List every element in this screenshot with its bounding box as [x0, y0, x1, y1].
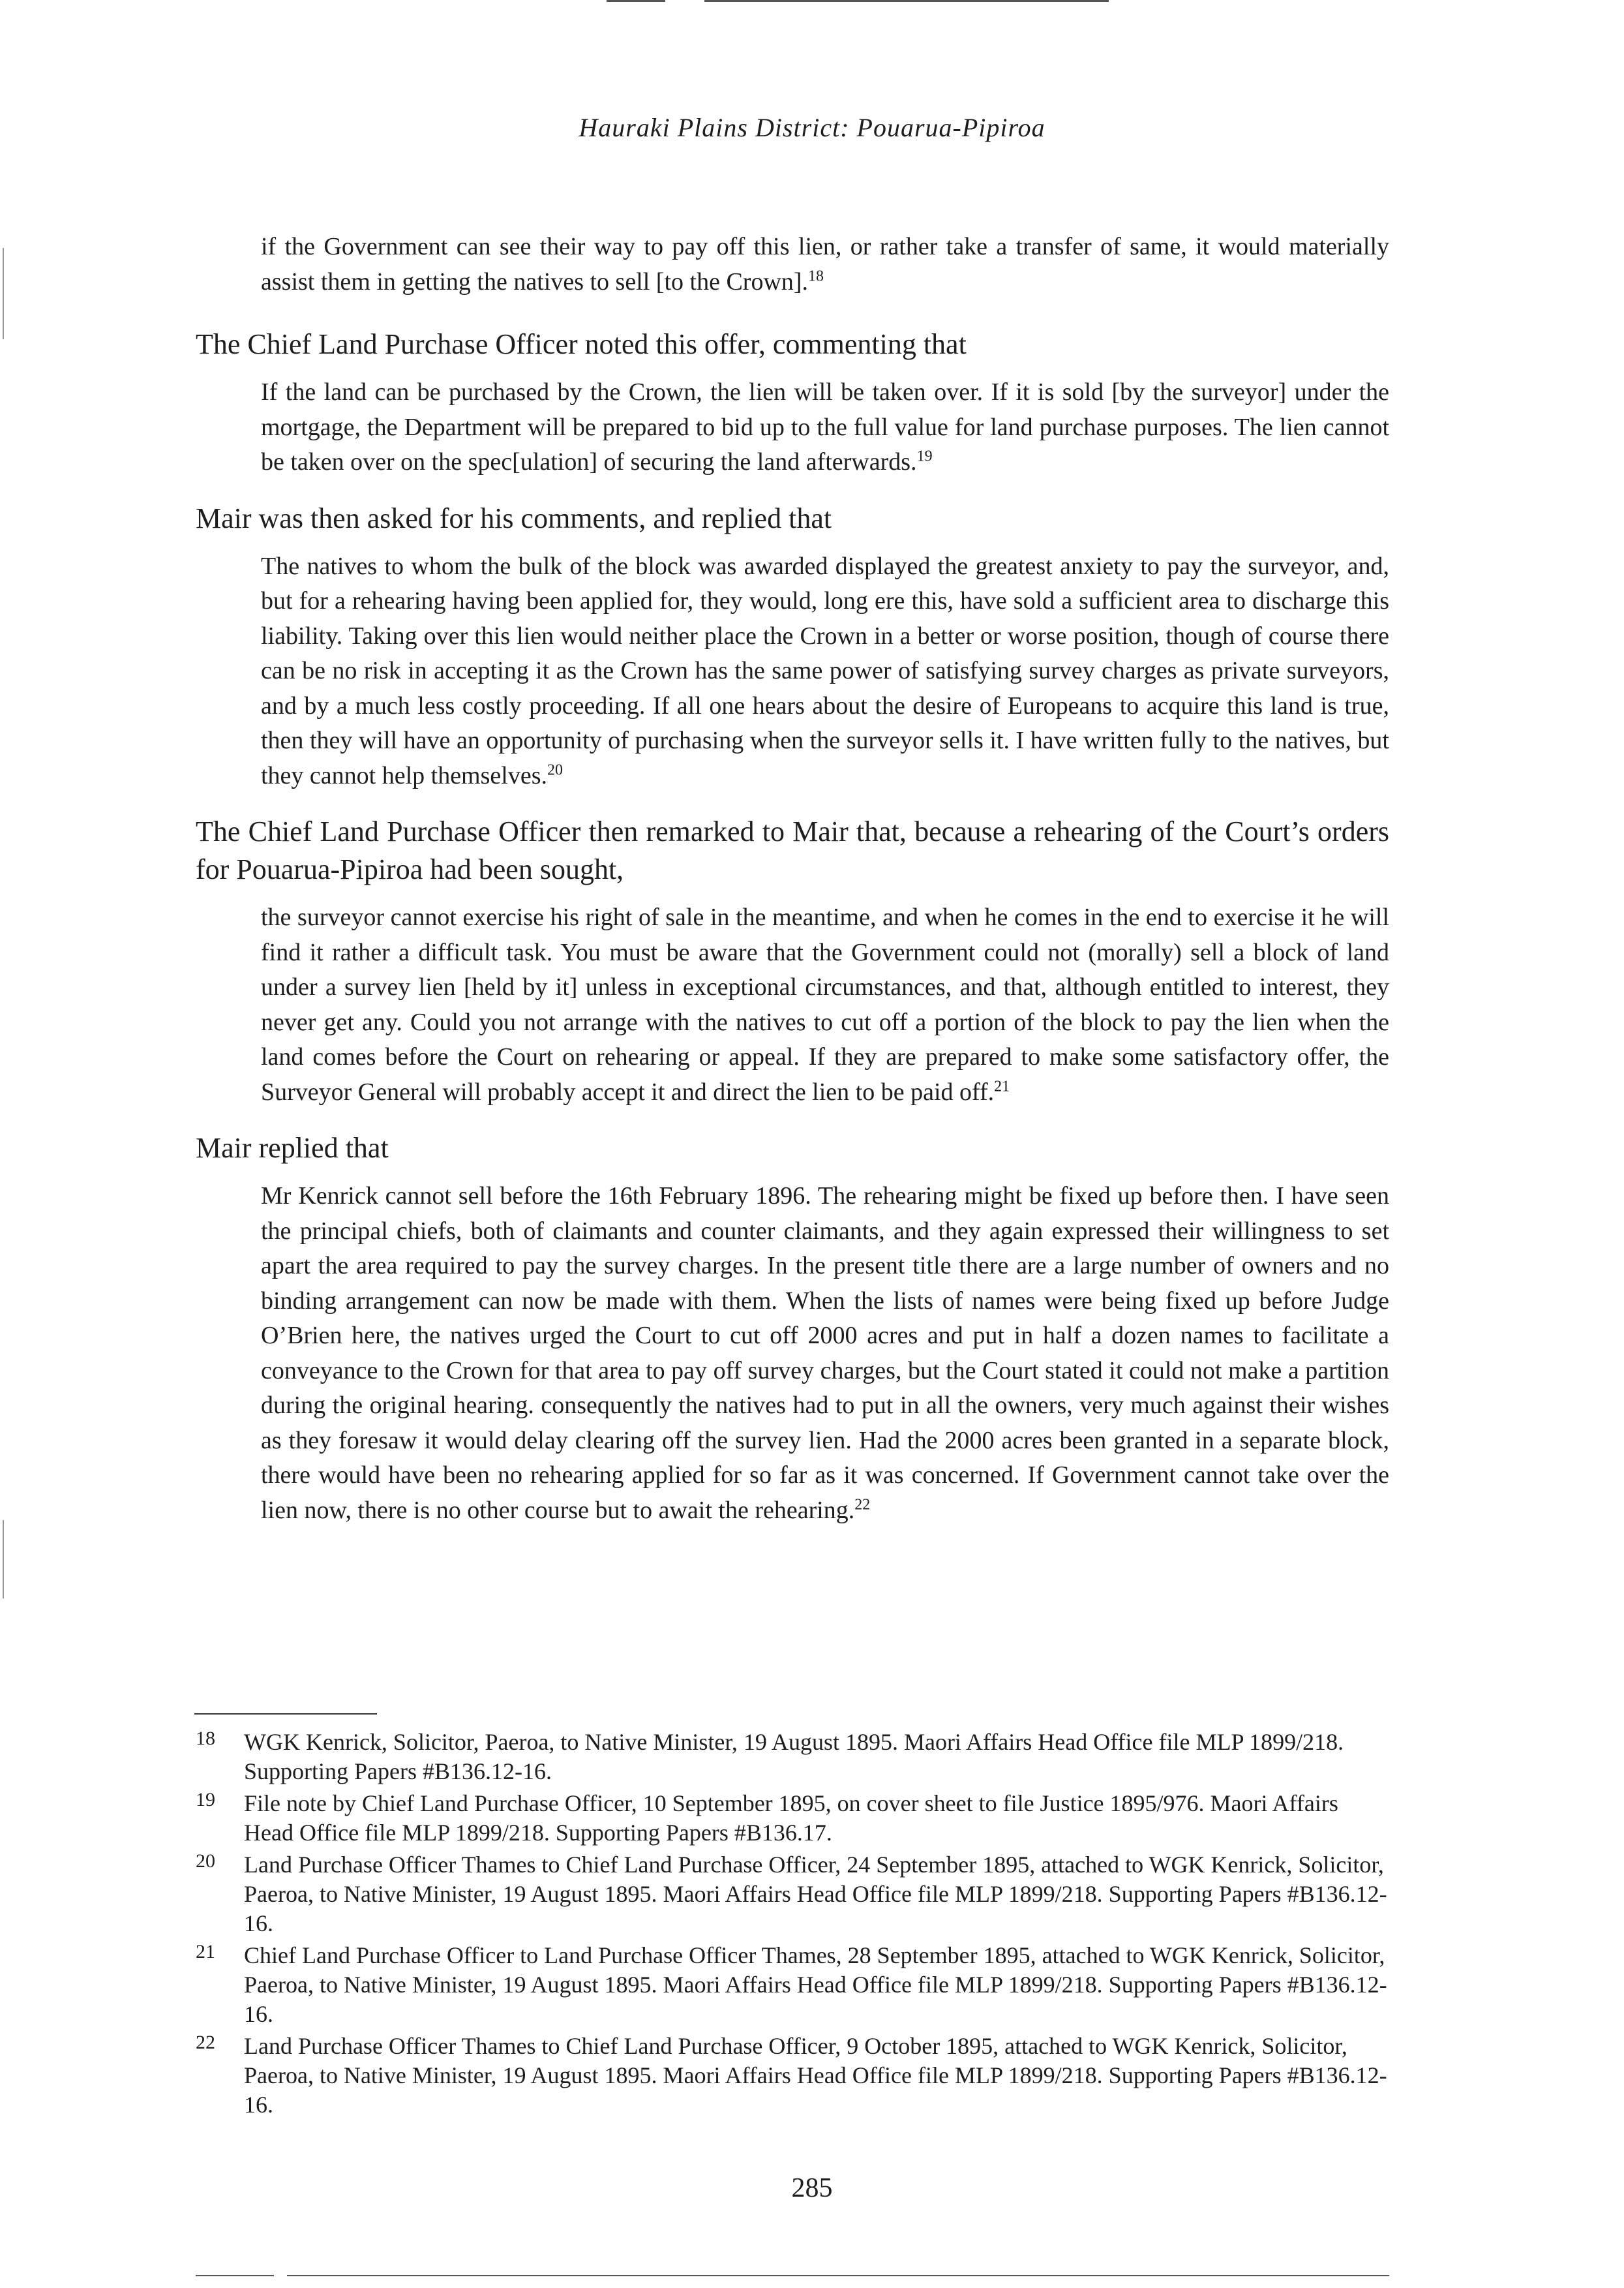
lead-paragraph-4: Mair replied that: [196, 1132, 389, 1164]
footnote-number: 20: [196, 1850, 215, 1872]
margin-mark-lower: [3, 1520, 4, 1598]
quote-text-5: Mr Kenrick cannot sell before the 16th February 1896. The rehearing might be fixed up before then. I have seen the principal chiefs, both of claimants and counter claimants, and they again expressed their willingness to set apart the area required to pay the survey charges. In the present title there are a large number of owners and no binding arrangement can now be made with them. When the lists of names were being fixed up before Judge O’Brien here, the natives urged the Court to cut off 2000 acres and put in half a dozen names to facilitate a conveyance to the Crown for that area to pay off survey charges, but the Court stated it could not make a partition during the original hearing. consequently the natives had to put in all the owners, very much against their wishes as they foresaw it would delay clearing off the survey lien. Had the 2000 acres been granted in a separate block, there would have been no rehearing applied for so far as it was concerned. If Government cannot take over the lien now, there is no other course but to await the rehearing.: [261, 1182, 1389, 1524]
margin-mark-upper: [3, 248, 4, 339]
quote-block-2: [196, 375, 1389, 480]
top-rule-left: [607, 0, 665, 2]
lead-paragraph-2: Mair was then asked for his comments, and replied that: [196, 502, 832, 534]
quote-text-2: If the land can be purchased by the Crown, the lien will be taken over. If it is sold [by the surveyor] under the mortgage, the Department will be prepared to bid up to the full value for land purchase purposes. The lien cannot be taken over on the spec[ulation] of securing the land afterwards.: [261, 378, 1389, 476]
footnote-ref-19[interactable]: 19: [916, 448, 933, 465]
bottom-rule-left: [196, 2275, 274, 2276]
footnote-18: [196, 1728, 1389, 1786]
running-head: Hauraki Plains District: Pouarua-Pipiroa: [579, 113, 1045, 142]
footnote-19: [196, 1789, 1389, 1848]
footnote-ref-21[interactable]: 21: [994, 1077, 1010, 1095]
footnote-22: [196, 2032, 1389, 2120]
page-number: 285: [791, 2173, 833, 2203]
footnote-number: 18: [196, 1728, 215, 1749]
footnote-text: Chief Land Purchase Officer to Land Purchase Officer Thames, 28 September 1895, attached to WGK Kenrick, Solicitor, Paeroa, to Native Minister, 19 August 1895. Maori Affairs Head Office file MLP 1899/218. Supporting Papers #B136.12-16.: [244, 1942, 1387, 2027]
footnote-ref-20[interactable]: 20: [547, 761, 563, 778]
footnote-20: [196, 1850, 1389, 1938]
footnote-number: 19: [196, 1789, 215, 1810]
quote-block-3: [196, 549, 1389, 794]
quote-block-4: [196, 900, 1389, 1110]
footnote-text: File note by Chief Land Purchase Officer, 10 September 1895, on cover sheet to file Justice 1895/976. Maori Affairs Head Office file MLP 1899/218. Supporting Papers #B136.17.: [244, 1790, 1338, 1846]
footnote-text: Land Purchase Officer Thames to Chief Land Purchase Officer, 9 October 1895, attached to WGK Kenrick, Solicitor, Paeroa, to Native Minister, 19 August 1895. Maori Affairs Head Office file MLP 1899/218. Supporting Papers #B136.12-16.: [244, 2033, 1387, 2118]
quote-text-4: the surveyor cannot exercise his right of sale in the meantime, and when he comes in the end to exercise it he will find it rather a difficult task. You must be aware that the Government could not (morally) sell a block of land under a survey lien [held by it] unless in exceptional circumstances, and that, although entitled to interest, they never get any. Could you not arrange with the natives to cut off a portion of the block to pay the lien when the land comes before the Court on rehearing or appeal. If they are prepared to make some satisfactory offer, the Surveyor General will probably accept it and direct the lien to be paid off.: [261, 904, 1389, 1106]
lead-paragraph-1: The Chief Land Purchase Officer noted this offer, commenting that: [196, 328, 967, 360]
footnote-number: 22: [196, 2032, 215, 2053]
quote-text-1: if the Government can see their way to pay off this lien, or rather take a transfer of same, it would materially assist them in getting the natives to sell [to the Crown].: [261, 233, 1389, 296]
footnote-ref-18[interactable]: 18: [808, 267, 824, 284]
footnote-ref-22[interactable]: 22: [854, 1495, 871, 1513]
quote-text-3: The natives to whom the bulk of the block was awarded displayed the greatest anxiety to pay the surveyor, and, but for a rehearing having been applied for, they would, long ere this, have sold a sufficient area to discharge this liability. Taking over this lien would neither place the Crown in a better or worse position, though of course there can be no risk in accepting it as the Crown has the same power of satisfying survey charges as private surveyors, and by a much less costly proceeding. If all one hears about the desire of Europeans to acquire this land is true, then they will have an opportunity of purchasing when the surveyor sells it. I have written fully to the natives, but they cannot help themselves.: [261, 552, 1389, 789]
footnote-21: [196, 1941, 1389, 2029]
footnote-text: Land Purchase Officer Thames to Chief Land Purchase Officer, 24 September 1895, attached to WGK Kenrick, Solicitor, Paeroa, to Native Minister, 19 August 1895. Maori Affairs Head Office file MLP 1899/218. Supporting Papers #B136.12-16.: [244, 1852, 1387, 1936]
footnote-text: WGK Kenrick, Solicitor, Paeroa, to Native Minister, 19 August 1895. Maori Affairs Head Office file MLP 1899/218. Supporting Papers #B136.12-16.: [244, 1729, 1344, 1784]
quote-block-1: [196, 230, 1389, 299]
body-text: [196, 230, 1389, 1528]
footnotes: [196, 1728, 1389, 2122]
lead-paragraph-3: The Chief Land Purchase Officer then remarked to Mair that, because a rehearing of the Court’s orders for Pouarua-Pipiroa had been sought,: [196, 816, 1389, 885]
bottom-rule-right: [287, 2275, 1389, 2276]
top-rule-right: [704, 0, 1109, 2]
footnote-divider: [194, 1713, 377, 1715]
footnote-number: 21: [196, 1941, 215, 1962]
quote-block-5: [196, 1179, 1389, 1528]
